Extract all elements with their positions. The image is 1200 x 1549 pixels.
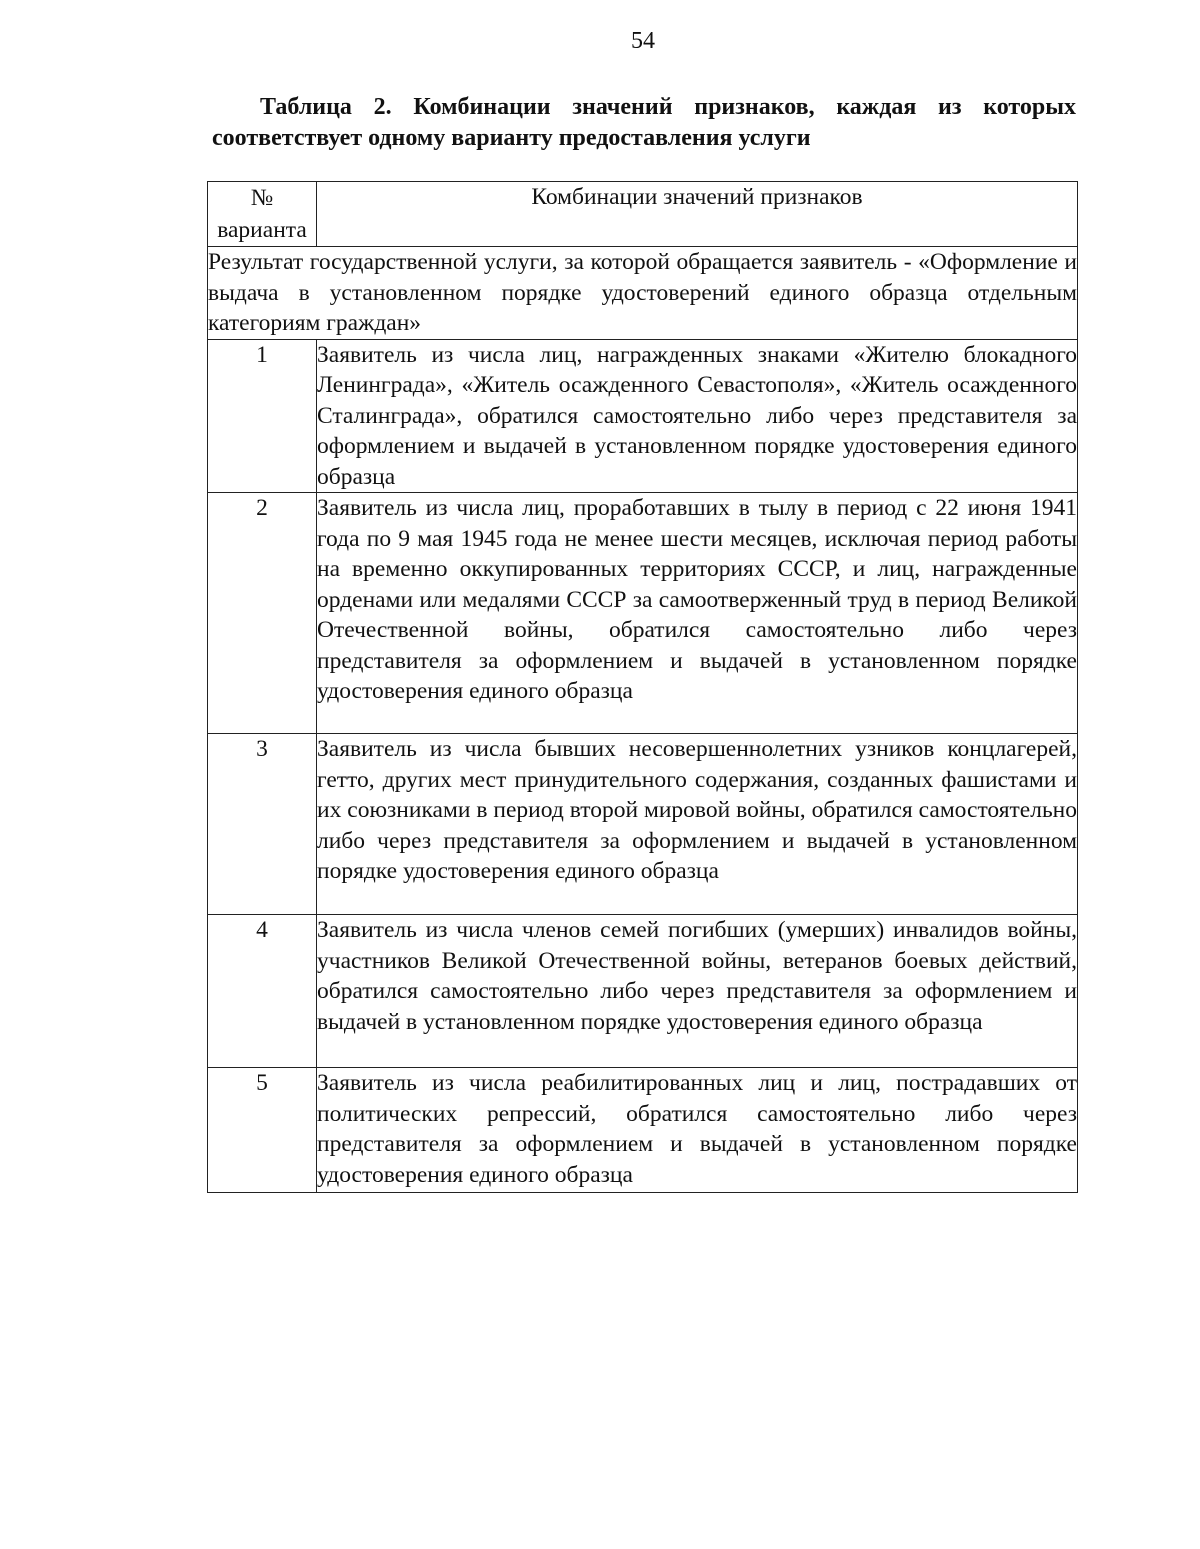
variant-number: 1	[208, 339, 317, 493]
header-variant-word: варианта	[217, 217, 307, 243]
result-row	[208, 247, 1078, 340]
table-row	[208, 493, 1078, 734]
variant-number: 4	[208, 915, 317, 1068]
header-number-sign: №	[250, 185, 274, 211]
result-cell: Результат государственной услуги, за которой обращается заявитель - «Оформление и выдача в установленном порядке удостоверений единого образца отдельным категориям граждан»	[208, 247, 1078, 340]
variant-number: 2	[208, 493, 317, 734]
page-number: 54	[631, 28, 655, 54]
table-row	[208, 915, 1078, 1068]
variant-description: Заявитель из числа лиц, проработавших в тылу в период с 22 июня 1941 года по 9 мая 1945 года не менее шести месяцев, исключая период работы на временно оккупированных территориях СССР, и лиц, награжденные орденами или медалями СССР за самоотверженный труд в период Великой Отечественной войны, обратился самостоятельно либо через представителя за оформлением и выдачей в установленном порядке удостоверения единого образца	[317, 493, 1078, 734]
variant-number: 3	[208, 734, 317, 915]
variants-table	[207, 181, 1078, 1193]
header-variant-number	[208, 182, 317, 247]
variant-description: Заявитель из числа членов семей погибших (умерших) инвалидов войны, участников Великой Отечественной войны, ветеранов боевых действий, обратился самостоятельно либо через представителя за оформлением и выдачей в установленном порядке удостоверения единого образца	[317, 915, 1078, 1068]
table-header-row	[208, 182, 1078, 247]
variant-description: Заявитель из числа реабилитированных лиц и лиц, пострадавших от политических репрессий, обратился самостоятельно либо через представителя за оформлением и выдачей в установленном порядке удостоверения единого образца	[317, 1068, 1078, 1193]
table-caption-line2: соответствует одному варианту предоставления услуги	[212, 125, 811, 151]
table-row	[208, 339, 1078, 493]
header-combinations: Комбинации значений признаков	[317, 182, 1078, 247]
table-caption	[212, 92, 1076, 154]
variant-description: Заявитель из числа бывших несовершеннолетних узников концлагерей, гетто, других мест принудительного содержания, созданных фашистами и их союзниками в период второй мировой войны, обратился самостоятельно либо через представителя за оформлением и выдачей в установленном порядке удостоверения единого образца	[317, 734, 1078, 915]
variant-description: Заявитель из числа лиц, награжденных знаками «Жителю блокадного Ленинграда», «Житель осажденного Севастополя», «Житель осажденного Сталинграда», обратился самостоятельно либо через представителя за оформлением и выдачей в установленном порядке удостоверения единого образца	[317, 339, 1078, 493]
table-row	[208, 1068, 1078, 1193]
table-row	[208, 734, 1078, 915]
table-caption-line1: Таблица 2. Комбинации значений признаков, каждая из которых	[260, 94, 1076, 120]
variant-number: 5	[208, 1068, 317, 1193]
